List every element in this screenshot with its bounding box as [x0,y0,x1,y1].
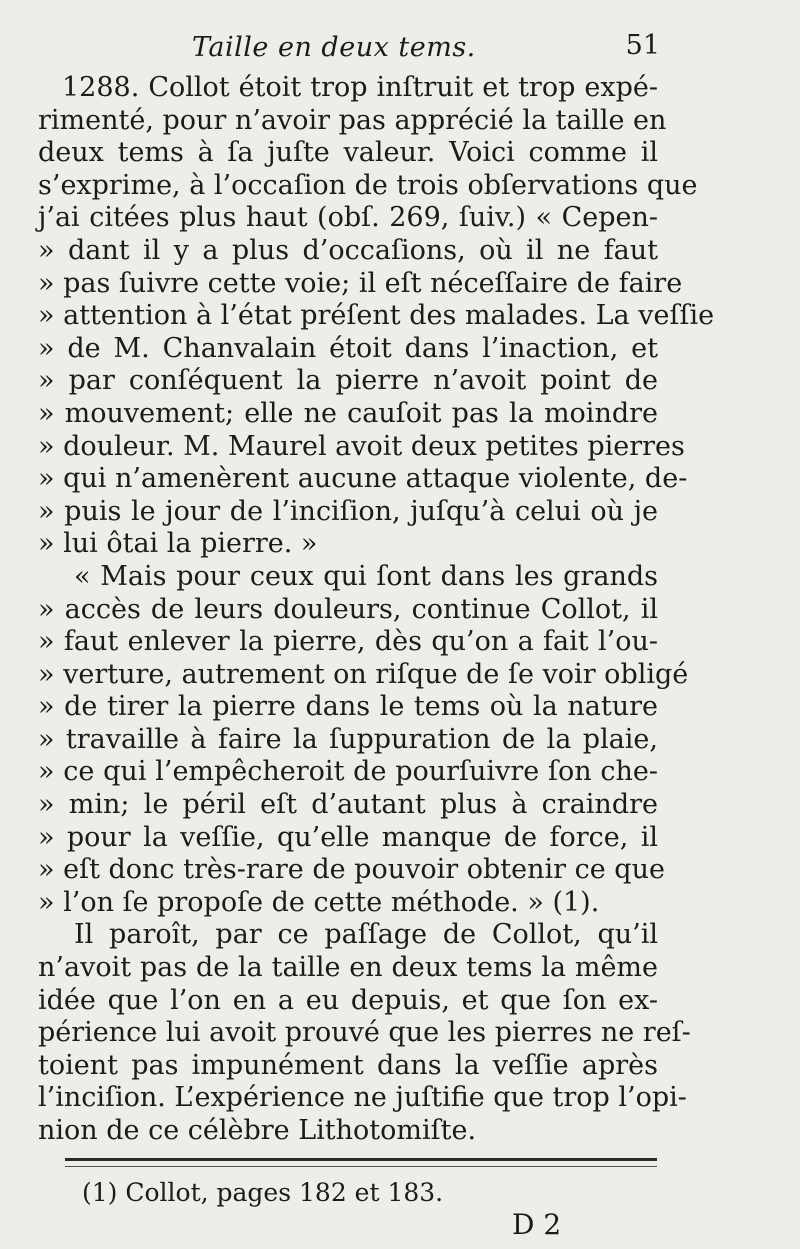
text-line: périence lui avoit prouvé que les pierres ne reſ- [38,1017,691,1049]
text-line: idée que l’on en a eu depuis, et que ſon ex- [38,984,658,1016]
text-line: » min; le péril eſt d’autant plus à craindre [38,789,658,821]
footnote: (1) Collot, pages 182 et 183. [82,1178,444,1207]
text-line: rimenté, pour n’avoir pas apprécié la taille en [38,104,667,136]
text-line: » travaille à faire la ſuppuration de la plaie, [38,723,658,755]
text-line: » puis le jour de l’inciſion, juſqu’à celui où je [38,495,658,527]
text-line: nion de ce célèbre Lithotomiſte. [38,1115,477,1146]
text-line: » eſt donc très-rare de pouvoir obtenir ce que [38,854,665,886]
text-line: » faut enlever la pierre, dès qu’on a fait l’ou- [38,626,658,658]
body-text [38,72,715,1148]
text-line: j’ai citées plus haut (obſ. 269, ſuiv.) « Cepen- [38,202,658,234]
text-line: » ce qui l’empêcheroit de pourſuivre ſon che- [38,756,658,788]
text-line: » qui n’amenèrent aucune attaque violente, de- [38,463,688,495]
text-line: Il paroît, par ce paſſage de Collot, qu’il [74,919,658,951]
text-line: deux tems à ſa juſte valeur. Voici comme il [38,137,658,169]
text-line: » pour la veſſie, qu’elle manque de force, il [38,821,658,853]
text-line: » de M. Chanvalain étoit dans l’inaction, et [38,332,658,364]
text-line: » l’on ſe propoſe de cette méthode. » (1). [38,886,600,918]
text-line: » verture, autrement on riſque de ſe voir obligé [38,658,689,690]
text-line: toient pas impunément dans la veſſie après [38,1049,658,1081]
signature-mark: D 2 [512,1208,562,1241]
text-line: s’exprime, à l’occaſion de trois obſervations que [38,169,698,201]
text-line: » par conſéquent la pierre n’avoit point de [38,365,658,397]
text-line: « Mais pour ceux qui ſont dans les grands [74,560,658,592]
text-line: » attention à l’état préſent des malades. La veſſie [38,300,715,332]
page-header [40,28,660,68]
text-line: » mouvement; elle ne cauſoit pas la moindre [38,397,658,429]
running-head: Taille en deux tems. [192,32,476,63]
footnote-rule-thin [65,1166,657,1167]
page-number: 51 [625,30,660,61]
text-line: » dant il y a plus d’occaſions, où il ne faut [38,234,658,266]
footnote-rule [65,1158,657,1161]
text-line: » douleur. M. Maurel avoit deux petites pierres [38,430,685,462]
text-line: » pas ſuivre cette voie; il eſt néceſſaire de faire [38,267,683,299]
text-line: » accès de leurs douleurs, continue Collot, il [38,593,658,625]
text-line: n’avoit pas de la taille en deux tems la même [38,952,658,984]
text-line: » lui ôtai la pierre. » [38,528,318,560]
text-line: 1288. Collot étoit trop inſtruit et trop expé- [62,72,658,103]
text-line: l’inciſion. L’expérience ne juſtifie que trop l’opi- [38,1082,687,1114]
text-line: » de tirer la pierre dans le tems où la nature [38,691,658,723]
